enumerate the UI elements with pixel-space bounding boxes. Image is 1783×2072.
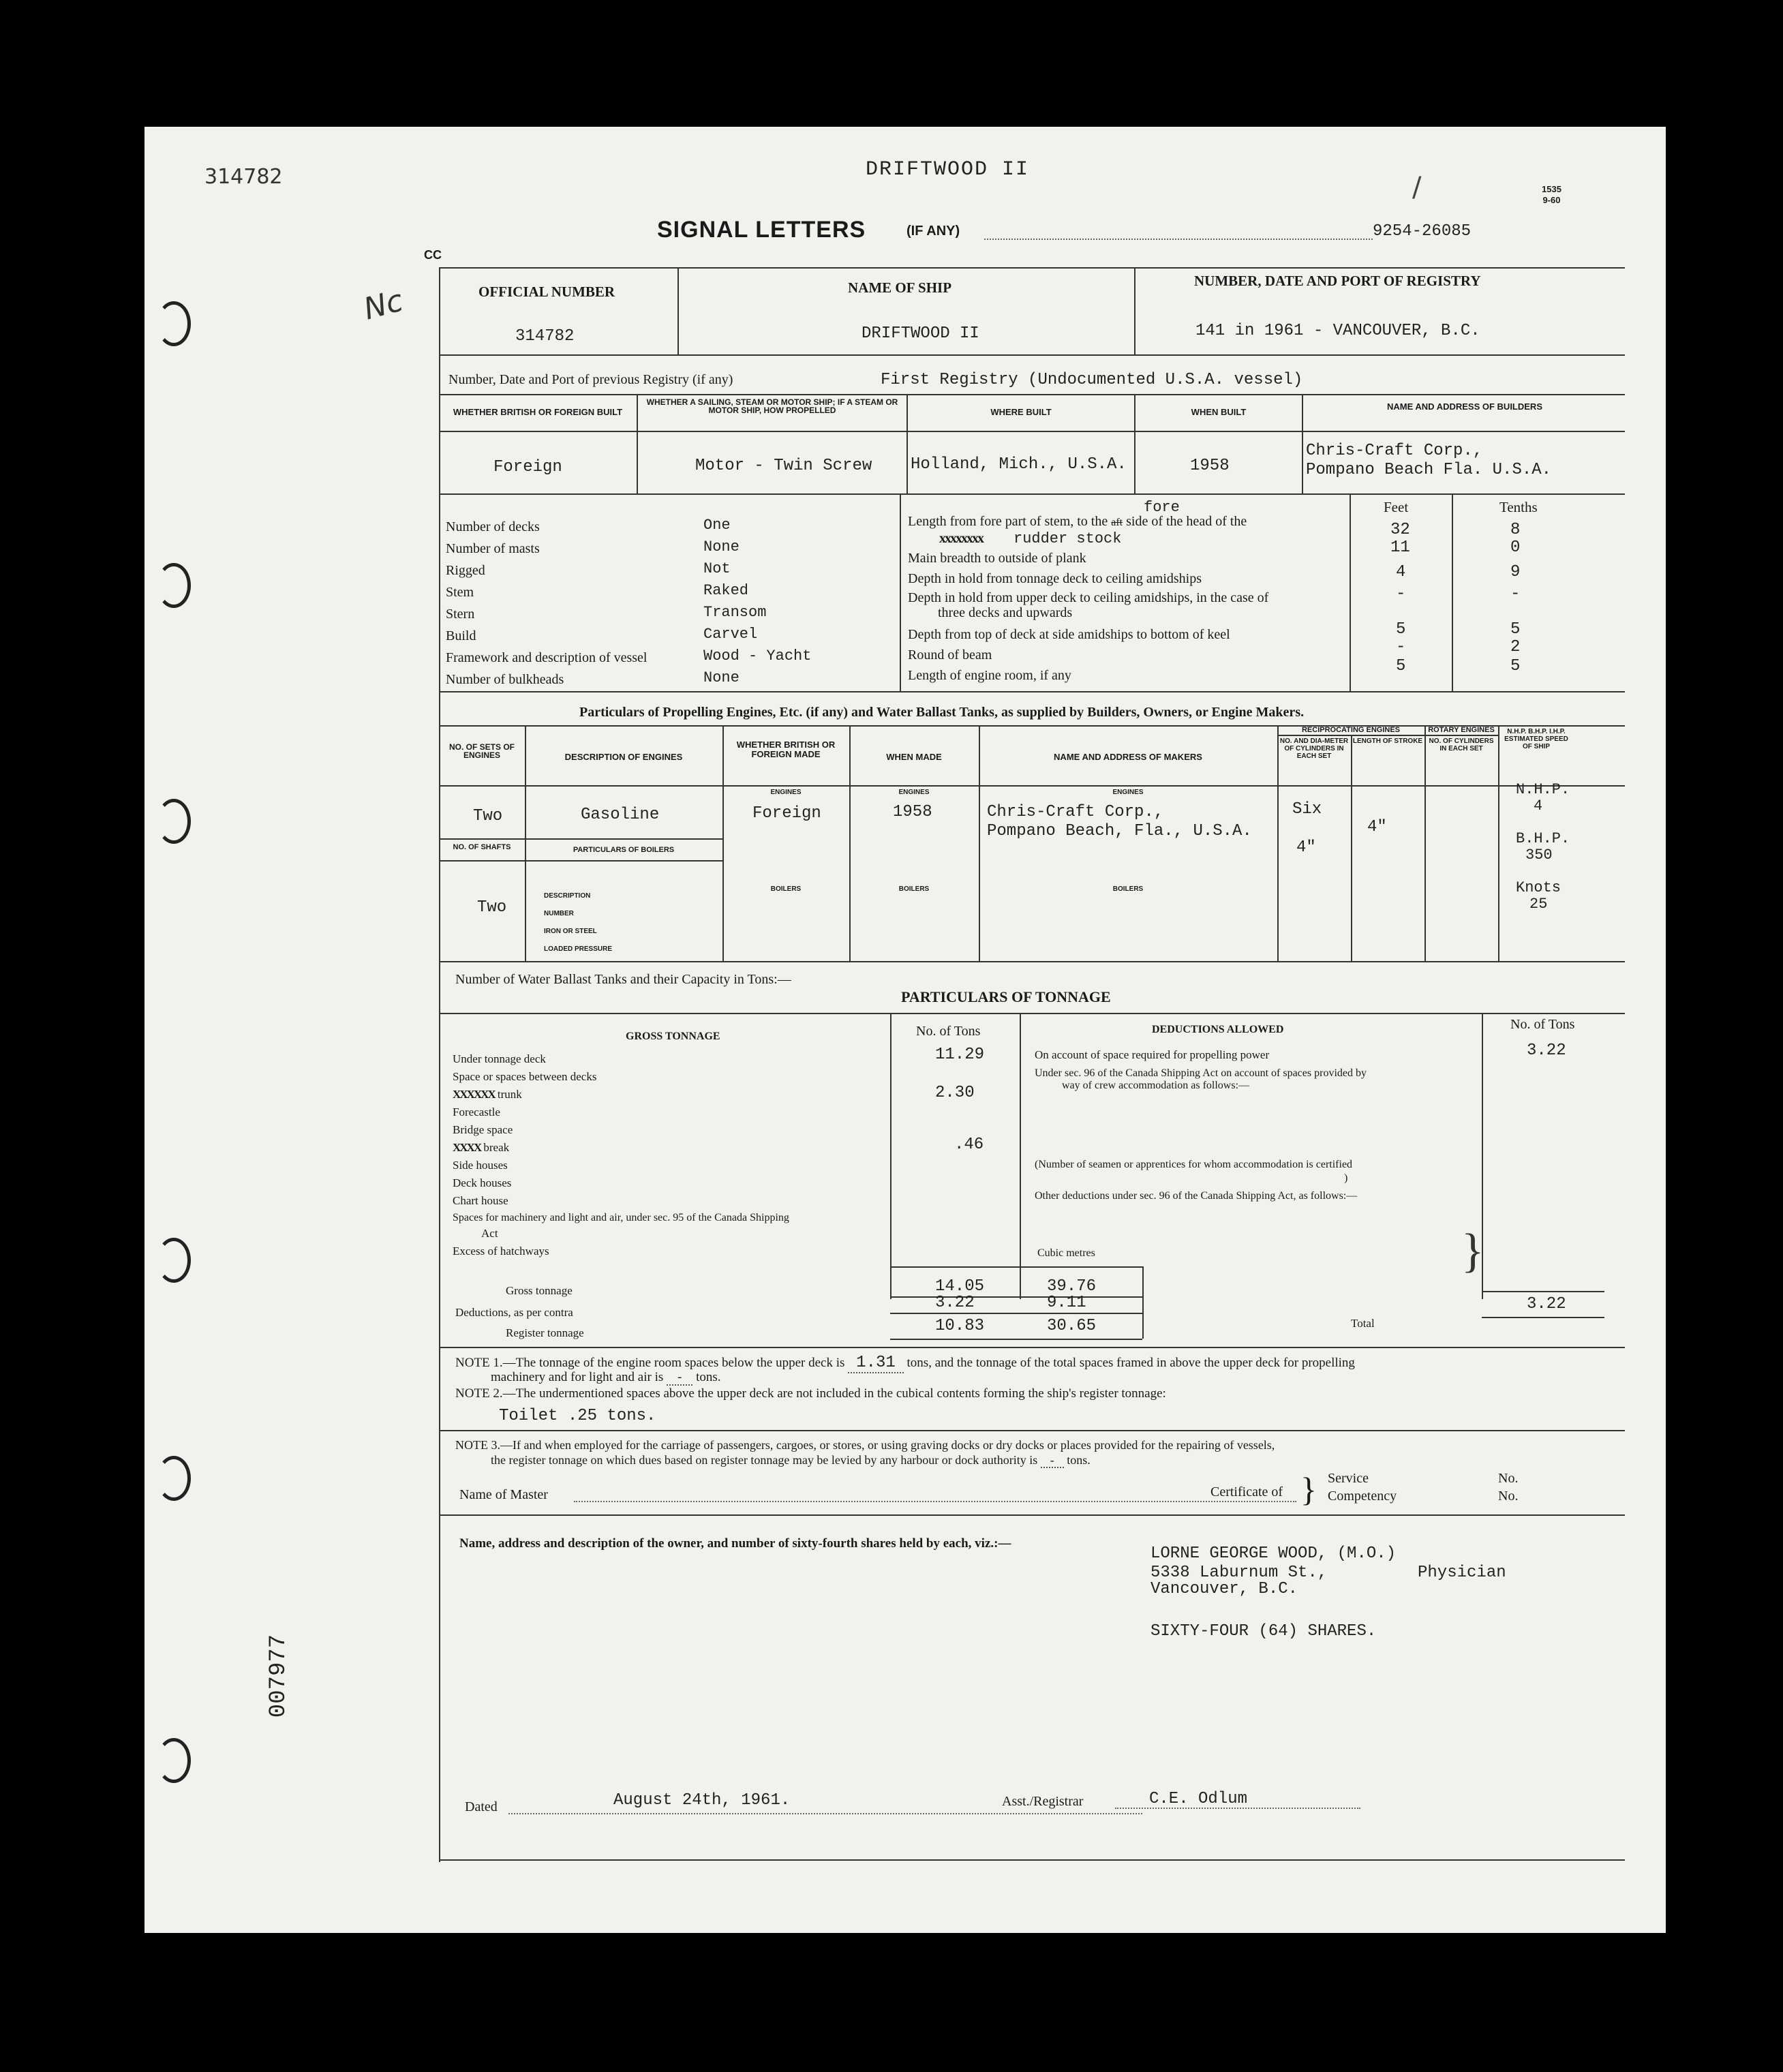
tonnage-title: PARTICULARS OF TONNAGE: [901, 988, 1111, 1005]
rule: [722, 725, 724, 920]
punch-hole: [157, 1456, 191, 1501]
rule: [1134, 267, 1136, 354]
length-label: [908, 514, 1247, 530]
note-1-value: 1.31: [848, 1354, 904, 1373]
rule: [637, 394, 638, 493]
where-built: Holland, Mich., U.S.A.: [911, 455, 1127, 474]
rule: [439, 838, 722, 840]
gross-row-label: Space or spaces between decks: [453, 1070, 597, 1083]
gross-row-label-act: Act: [481, 1227, 498, 1240]
rule: [439, 1347, 1625, 1348]
deduction-seamen-label: (Number of seamen or apprentices for whom accommodation is certified: [1035, 1159, 1353, 1170]
owner-shares: SIXTY-FOUR (64) SHARES.: [1150, 1622, 1377, 1641]
deduction-crew-label-2: way of crew accommodation as follows:—: [1062, 1080, 1250, 1091]
builders-label: NAME AND ADDRESS OF BUILDERS: [1387, 401, 1542, 412]
gross-row-label: [453, 1141, 509, 1155]
dim-label: Depth in hold from upper deck to ceiling amidships, in the case of: [908, 590, 1269, 605]
gross-tonnage-total-label: Gross tonnage: [506, 1284, 573, 1297]
note-2-value: Toilet .25 tons.: [499, 1407, 656, 1425]
deductions-label: DEDUCTIONS ALLOWED: [1152, 1024, 1284, 1035]
dim-feet: -: [1396, 585, 1406, 603]
register-number-handwritten: 314782: [204, 165, 283, 189]
port-of-registry-label: NUMBER, DATE AND PORT OF REGISTRY: [1194, 273, 1481, 289]
engine-sets: Two: [473, 807, 503, 825]
dim-feet: 11: [1390, 538, 1410, 557]
rule: [722, 920, 724, 961]
boiler-pressure-label: LOADED PRESSURE: [544, 945, 613, 953]
dim-tenths: 9: [1510, 563, 1521, 581]
where-built-label: WHERE BUILT: [990, 407, 1052, 417]
engine-description: Gasoline: [581, 806, 660, 824]
handwritten-checkmark: /: [1412, 172, 1422, 203]
dim-tenths: 0: [1510, 538, 1521, 557]
rule: [1142, 1266, 1144, 1339]
desc-value: Raked: [703, 582, 749, 599]
dim-feet: 4: [1396, 563, 1406, 581]
nhp-label: N.H.P.: [1516, 781, 1570, 798]
dim-tenths: 5: [1510, 620, 1521, 639]
name-of-ship: DRIFTWOOD II: [862, 324, 979, 343]
british-built-label: WHETHER BRITISH OR FOREIGN BUILT: [453, 407, 623, 417]
note-3-text-b: tons.: [1067, 1453, 1091, 1467]
official-number: 314782: [515, 327, 575, 346]
dim-label: Depth in hold from tonnage deck to ceiling amidships: [908, 571, 1202, 586]
length-fore-handwritten: fore: [1144, 499, 1180, 516]
boilers-sub-label: BOILERS: [898, 885, 930, 893]
engines-title: Particulars of Propelling Engines, Etc. (if any) and Water Ballast Tanks, as supplied by Builders, Owners, or Engine Makers.: [579, 705, 1305, 720]
note-2: NOTE 2.—The undermentioned spaces above the upper deck are not included in the cubical contents forming the ship's register tonnage:: [455, 1386, 1166, 1401]
form-number: [1542, 184, 1561, 206]
gross-row-value: 11.29: [935, 1046, 985, 1064]
rule: [439, 1013, 1625, 1014]
desc-value: None: [703, 669, 740, 686]
engine-makers-label: NAME AND ADDRESS OF MAKERS: [1054, 752, 1202, 762]
signal-letters-value: 9254-26085: [1373, 222, 1472, 241]
rule: [439, 394, 1625, 395]
cubic-metres-label: Cubic metres: [1037, 1247, 1095, 1259]
desc-label: Number of masts: [446, 541, 540, 556]
note-1-text-c: machinery and for light and air is: [491, 1370, 664, 1384]
knots-value: 25: [1529, 896, 1548, 913]
gross-row-label: Under tonnage deck: [453, 1052, 546, 1065]
gross-row-label: [453, 1088, 522, 1101]
boiler-description-label: DESCRIPTION: [544, 892, 591, 900]
registrar-label: Asst./Registrar: [1002, 1794, 1084, 1809]
deduction-other-label: Other deductions under sec. 96 of the Canada Shipping Act, as follows:—: [1035, 1190, 1358, 1202]
boilers-sub-label: BOILERS: [770, 885, 802, 893]
port-of-registry: 141 in 1961 - VANCOUVER, B.C.: [1195, 322, 1480, 340]
desc-label: Number of decks: [446, 519, 540, 534]
dim-tenths: 2: [1510, 638, 1521, 656]
deduction-seamen-close: ): [1344, 1172, 1348, 1184]
length-rudder-stock: rudder stock: [1014, 530, 1122, 547]
deductions-cubic: 9.11: [1047, 1294, 1086, 1312]
dim-tenths: -: [1510, 585, 1521, 603]
deductions-total-label: Total: [1351, 1317, 1375, 1330]
name-of-master-label: Name of Master: [459, 1487, 548, 1502]
note-3-text: the register tonnage on which dues based on register tonnage may be levied by any harbour or dock authority is: [491, 1453, 1038, 1467]
ballast-tanks-label: Number of Water Ballast Tanks and their Capacity in Tons:—: [455, 972, 791, 987]
gross-row-label: Bridge space: [453, 1123, 513, 1136]
rule: [1424, 725, 1426, 920]
dim-tenths: 5: [1510, 657, 1521, 675]
note-3-line-2: [491, 1453, 1091, 1467]
rule: [1134, 394, 1136, 493]
rule: [979, 725, 980, 920]
form-code: 1535: [1542, 184, 1561, 194]
desc-label: Build: [446, 628, 476, 643]
ship-heading: DRIFTWOOD II: [866, 158, 1030, 181]
gross-tonnage-tons: 14.05: [935, 1277, 985, 1296]
dim-label: Depth from top of deck at side amidships to bottom of keel: [908, 627, 1230, 642]
knots-label: Knots: [1516, 879, 1561, 896]
owner-address-1: 5338 Laburnum St.,: [1150, 1564, 1328, 1582]
deduction-tons-label: No. of Tons: [1510, 1017, 1575, 1032]
nhp-header-label: N.H.P. B.H.P. I.H.P. ESTIMATED SPEED OF SHIP: [1504, 728, 1568, 750]
rule: [1277, 920, 1279, 961]
nhp-value: 4: [1534, 797, 1543, 814]
engine-british: Foreign: [752, 804, 821, 823]
side-number: 007977: [266, 1634, 292, 1718]
engine-makers-2: Pompano Beach, Fla., U.S.A.: [987, 822, 1252, 840]
rule: [439, 860, 722, 862]
rule: [439, 785, 1625, 787]
builders-line-1: Chris-Craft Corp.,: [1306, 442, 1483, 460]
rule: [1020, 1013, 1021, 1299]
propelled-label: WHETHER A SAILING, STEAM OR MOTOR SHIP; IF A STEAM OR MOTOR SHIP, HOW PROPELLED: [646, 397, 898, 415]
rule: [439, 1514, 1625, 1516]
signal-if-any: (IF ANY): [906, 224, 960, 239]
deduction-propelling-value: 3.22: [1527, 1041, 1566, 1060]
rule: [979, 920, 980, 961]
service-no-label: No.: [1498, 1471, 1519, 1486]
tenths-label: Tenths: [1499, 499, 1538, 515]
rule: [1302, 394, 1303, 493]
note-1-text-b: tons, and the tonnage of the total spaces framed in above the upper deck for propelling: [906, 1356, 1355, 1370]
deductions-tons: 3.22: [935, 1294, 975, 1312]
gross-row-value: 2.30: [935, 1084, 975, 1102]
rule: [439, 961, 1625, 962]
length-struck: xxxxxxxx: [939, 531, 983, 546]
boiler-number-label: NUMBER: [544, 910, 574, 917]
when-built: 1958: [1190, 457, 1230, 475]
name-of-ship-label: NAME OF SHIP: [848, 279, 952, 296]
rule: [906, 394, 908, 493]
engine-when-made: 1958: [893, 803, 932, 821]
rule: [439, 1430, 1625, 1431]
dim-feet: -: [1396, 638, 1406, 656]
rule: [439, 267, 1625, 269]
dim-label: Round of beam: [908, 648, 992, 662]
stroke-label: LENGTH OF STROKE: [1352, 737, 1423, 745]
dated-value: August 24th, 1961.: [613, 1791, 791, 1810]
deduction-propelling-label: On account of space required for propelling power: [1035, 1048, 1270, 1061]
registrar-value: C.E. Odlum: [1149, 1790, 1248, 1808]
gross-row-value: .46: [954, 1136, 984, 1154]
desc-value: Not: [703, 560, 731, 577]
owner-name: LORNE GEORGE WOOD, (M.O.): [1150, 1544, 1397, 1563]
owner-occupation: Physician: [1418, 1564, 1506, 1582]
rule: [439, 493, 1625, 495]
dated-label: Dated: [465, 1799, 498, 1814]
when-built-label: WHEN BUILT: [1191, 407, 1247, 417]
initials-handwritten: Nc: [360, 283, 407, 327]
gross-row-label: Spaces for machinery and light and air, under sec. 95 of the Canada Shipping: [453, 1212, 789, 1223]
rule: [1277, 735, 1498, 736]
deduction-crew-label: Under sec. 96 of the Canada Shipping Act on account of spaces provided by: [1035, 1067, 1367, 1079]
rule: [1482, 1291, 1604, 1292]
rule: [900, 493, 901, 691]
signal-letters-title: SIGNAL LETTERS: [657, 217, 866, 243]
note-1: [455, 1354, 1355, 1372]
bhp-value: 350: [1525, 847, 1553, 864]
gross-row-label: Deck houses: [453, 1176, 512, 1189]
engine-cylinder-diameter: 4": [1296, 838, 1316, 857]
competency-label: Competency: [1328, 1489, 1397, 1504]
tons-label: No. of Tons: [916, 1024, 981, 1039]
engine-british-label: WHETHER BRITISH OR FOREIGN MADE: [736, 740, 836, 759]
rule: [1424, 920, 1426, 961]
rule: [677, 267, 679, 354]
form-date: 9-60: [1542, 195, 1561, 205]
rule: [890, 1296, 1142, 1298]
dim-label: Main breadth to outside of plank: [908, 551, 1086, 566]
length-text-a: Length from fore part of stem, to the: [908, 514, 1108, 529]
cylinders-label: NO. AND DIA-METER OF CYLINDERS IN EACH SET: [1279, 737, 1349, 760]
boiler-iron-label: IRON OR STEEL: [544, 928, 597, 935]
dim-feet: 5: [1396, 620, 1406, 639]
desc-label: Stern: [446, 607, 475, 622]
deduction-brace: }: [1461, 1225, 1484, 1277]
gross-row-label: Chart house: [453, 1194, 508, 1207]
desc-value: Transom: [703, 604, 767, 621]
punch-hole: [157, 799, 191, 844]
rule: [439, 431, 1625, 432]
rule: [1351, 920, 1352, 961]
note-1-value-2: -: [667, 1370, 692, 1386]
desc-label: Number of bulkheads: [446, 672, 564, 687]
rule: [1350, 493, 1351, 691]
gross-row-text: trunk: [497, 1088, 522, 1101]
rule: [439, 1859, 1625, 1861]
register-page: [144, 127, 1666, 1933]
sets-of-engines-label: NO. OF SETS OF ENGINES: [448, 742, 515, 760]
note-1-line-2: [491, 1370, 721, 1385]
desc-value: Carvel: [703, 626, 758, 643]
engine-makers-1: Chris-Craft Corp.,: [987, 803, 1164, 821]
desc-label: Framework and description of vessel: [446, 650, 647, 665]
length-text-b: side of the head of the: [1126, 514, 1247, 529]
british-built: Foreign: [493, 458, 562, 476]
dated-dotted-line: [508, 1813, 1142, 1814]
dim-feet: 5: [1396, 657, 1406, 675]
rule: [890, 1339, 1142, 1340]
gross-row-struck: XXXX: [453, 1141, 481, 1154]
competency-no-label: No.: [1498, 1489, 1519, 1504]
previous-registry: First Registry (Undocumented U.S.A. vessel): [881, 371, 1303, 389]
signal-dotted-line: [984, 239, 1373, 240]
desc-label: Stem: [446, 585, 474, 600]
deductions-contra-label: Deductions, as per contra: [455, 1306, 573, 1319]
rule: [439, 354, 1625, 356]
dim-label-2: three decks and upwards: [938, 605, 1073, 620]
feet-label: Feet: [1384, 499, 1409, 515]
rotary-label: ROTARY ENGINES: [1428, 726, 1495, 734]
shafts-label: NO. OF SHAFTS: [453, 843, 511, 851]
rule: [1452, 493, 1453, 691]
punch-hole: [157, 1238, 191, 1283]
length-tenths: 8: [1510, 521, 1521, 539]
boilers-sub-label: BOILERS: [1112, 885, 1144, 893]
engine-description-label: DESCRIPTION OF ENGINES: [564, 752, 683, 762]
desc-value: None: [703, 538, 740, 555]
engines-sub-label: ENGINES: [898, 789, 930, 796]
service-label: Service: [1328, 1471, 1369, 1486]
gross-row-struck: XXXXXX: [453, 1088, 495, 1101]
note-1-text-d: tons.: [696, 1370, 721, 1384]
previous-registry-label: Number, Date and Port of previous Registry (if any): [448, 372, 733, 387]
rule: [1482, 1317, 1604, 1318]
engine-cylinders: Six: [1292, 800, 1322, 819]
certificate-label: Certificate of: [1210, 1484, 1283, 1499]
rule: [1498, 920, 1499, 961]
shafts-value: Two: [477, 898, 507, 917]
dim-label: Length of engine room, if any: [908, 668, 1071, 683]
deductions-total-value: 3.22: [1527, 1295, 1566, 1313]
note-3: NOTE 3.—If and when employed for the carriage of passengers, cargoes, or stores, or using graving docks or dry docks or places provided for the repairing of vessels,: [455, 1438, 1275, 1452]
rule: [1498, 725, 1499, 920]
engine-stroke: 4": [1367, 818, 1387, 836]
rule: [439, 691, 1625, 692]
rule: [890, 1013, 892, 1299]
note-3-value: -: [1041, 1453, 1064, 1468]
length-feet: 32: [1390, 521, 1410, 539]
length-struck-aft: aft: [1111, 517, 1123, 528]
desc-value: One: [703, 517, 731, 534]
gross-tonnage-cubic: 39.76: [1047, 1277, 1097, 1296]
rule: [849, 920, 851, 961]
reciprocating-label: RECIPROCATING ENGINES: [1301, 726, 1401, 734]
punch-hole: [157, 301, 191, 346]
engines-sub-label: ENGINES: [1112, 789, 1144, 796]
register-tonnage-label: Register tonnage: [506, 1326, 584, 1339]
rule: [890, 1266, 1142, 1268]
rule: [525, 920, 526, 961]
rule: [849, 725, 851, 920]
gross-tonnage-label: GROSS TONNAGE: [626, 1031, 720, 1042]
master-dotted-line: [574, 1501, 1296, 1502]
punch-hole: [157, 1738, 191, 1783]
boilers-label: PARTICULARS OF BOILERS: [573, 846, 675, 854]
certificate-brace: }: [1300, 1470, 1317, 1508]
gross-row-label: Forecastle: [453, 1106, 500, 1118]
note-1-text: NOTE 1.—The tonnage of the engine room spaces below the upper deck is: [455, 1356, 845, 1370]
rule: [525, 725, 526, 920]
bhp-label: B.H.P.: [1516, 830, 1570, 847]
desc-value: Wood - Yacht: [703, 648, 812, 665]
official-number-label: OFFICIAL NUMBER: [478, 284, 615, 300]
punch-hole: [157, 563, 191, 608]
cc-mark: CC: [424, 248, 442, 262]
owner-label: Name, address and description of the owner, and number of sixty-fourth shares held by each, viz.:—: [459, 1536, 1011, 1551]
rotary-cylinders-label: NO. OF CYLINDERS IN EACH SET: [1429, 737, 1494, 752]
register-tonnage-tons: 10.83: [935, 1317, 985, 1335]
gross-row-label: Side houses: [453, 1159, 508, 1172]
propelled: Motor - Twin Screw: [695, 457, 872, 475]
owner-address-2: Vancouver, B.C.: [1150, 1580, 1298, 1598]
left-border: [439, 267, 440, 1862]
rule: [1351, 735, 1352, 920]
gross-row-label: Excess of hatchways: [453, 1245, 549, 1258]
engines-sub-label: ENGINES: [770, 789, 802, 796]
length-label-2: [939, 530, 1121, 547]
register-tonnage-cubic: 30.65: [1047, 1317, 1097, 1335]
gross-row-text: break: [483, 1141, 510, 1154]
rule: [890, 1313, 1142, 1314]
desc-label: Rigged: [446, 563, 485, 578]
builders-line-2: Pompano Beach Fla. U.S.A.: [1306, 461, 1552, 479]
engine-when-label: WHEN MADE: [886, 752, 942, 762]
